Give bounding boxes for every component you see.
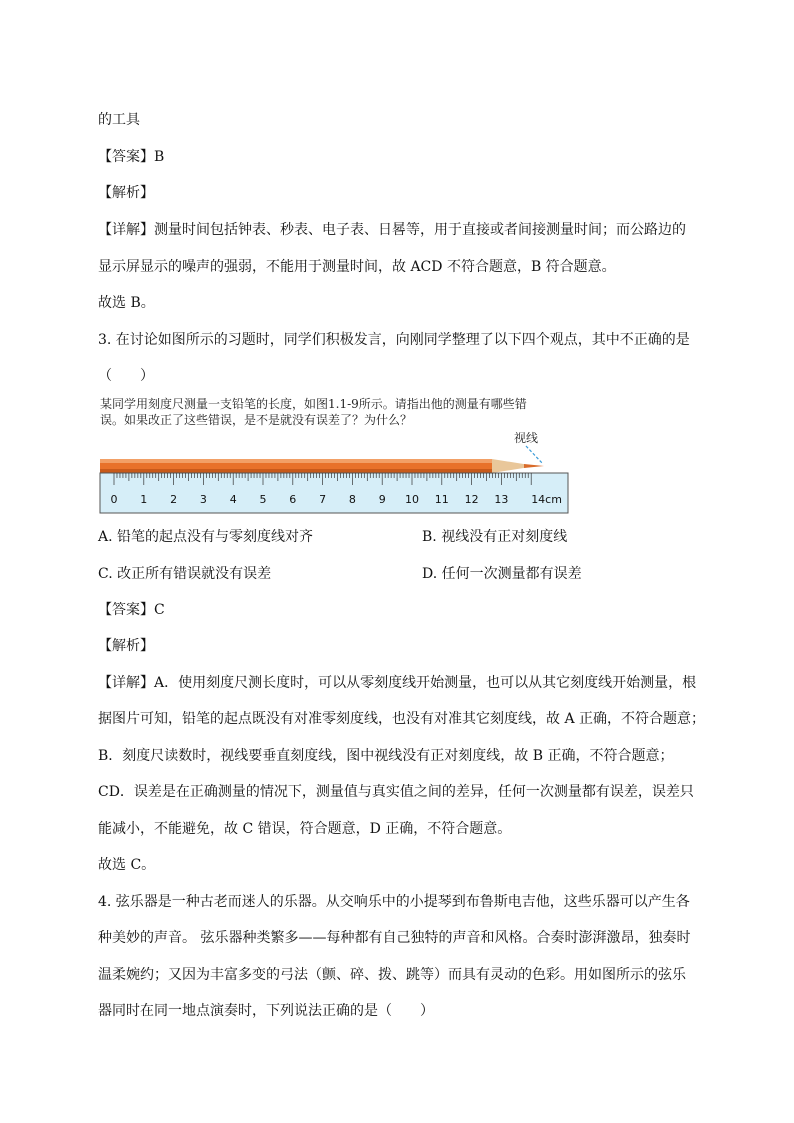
- ruler-tick-label: 7: [319, 493, 327, 506]
- text-line: 器同时在同一地点演奏时，下列说法正确的是（ ）: [98, 1003, 434, 1019]
- ruler-tick-label: 10: [405, 493, 419, 506]
- text-line: 【详解】测量时间包括钟表、秒表、电子表、日晷等，用于直接或者间接测量时间；而公路边的: [98, 222, 686, 238]
- option-c: C. 改正所有错误就没有误差: [98, 566, 272, 582]
- ruler-tick-label: 13: [494, 493, 509, 506]
- text-line: CD．误差是在正确测量的情况下，测量值与真实值之间的差异，任何一次测量都有误差，误差只: [98, 784, 694, 800]
- answer-blank: （ ）: [98, 368, 154, 384]
- ruler-tick-label: 9: [378, 493, 386, 506]
- ruler-tick-label: 11: [434, 493, 449, 506]
- ruler-tick-label: 12: [464, 493, 479, 506]
- ruler-tick-label: 1: [140, 493, 148, 506]
- ruler-tick-label: 14cm: [531, 493, 562, 506]
- text-line: 的工具: [98, 112, 140, 128]
- text-line: B．刻度尺读数时，视线要垂直刻度线，图中视线没有正对刻度线，故 B 正确，不符合题意；: [98, 748, 674, 764]
- text-line: 【详解】A．使用刻度尺测长度时，可以从零刻度线开始测量，也可以从其它刻度线开始测量，根: [98, 675, 697, 691]
- analysis-label: 【解析】: [98, 185, 154, 201]
- ruler-tick-label: 5: [259, 493, 267, 506]
- text-line: 能减小，不能避免，故 C 错误，符合题意，D 正确，不符合题意。: [98, 821, 512, 837]
- ruler-tick-label: 6: [289, 493, 297, 506]
- option-b: B. 视线没有正对刻度线: [422, 529, 568, 545]
- answer-label: 【答案】C: [98, 602, 165, 618]
- ruler-pencil-figure: [96, 425, 576, 517]
- option-d: D. 任何一次测量都有误差: [422, 566, 582, 582]
- ruler-tick-label: 8: [348, 493, 356, 506]
- text-line: 温柔婉约；又因为丰富多变的弓法（颤、碎、拨、跳等）而具有灵动的色彩。用如图所示的弦乐: [98, 967, 686, 983]
- analysis-label: 【解析】: [98, 638, 154, 654]
- text-line: 据图片可知，铅笔的起点既没有对准零刻度线，也没有对准其它刻度线，故 A 正确，不符合题意；: [98, 711, 706, 727]
- question-4: 4. 弦乐器是一种古老而迷人的乐器。从交响乐中的小提琴到布鲁斯电吉他，这些乐器可以产生各: [98, 894, 690, 910]
- sight-line: [526, 446, 543, 464]
- text-line: 种美妙的声音。 弦乐器种类繁多——每种都有自己独特的声音和风格。合奏时澎湃激昂，独奏时: [98, 930, 691, 946]
- figure-caption: 某同学用刻度尺测量一支铅笔的长度，如图1.1-9所示。请指出他的测量有哪些错: [100, 397, 527, 411]
- text-line: 显示屏显示的噪声的强弱，不能用于测量时间，故 ACD 不符合题意，B 符合题意。: [98, 259, 616, 275]
- ruler-tick-label: 4: [229, 493, 237, 506]
- ruler-tick-label: 3: [199, 493, 207, 506]
- answer-label: 【答案】B: [98, 149, 165, 165]
- sight-line-label: 视线: [514, 431, 539, 445]
- option-a: A. 铅笔的起点没有与零刻度线对齐: [98, 529, 314, 545]
- ruler-tick-label: 2: [170, 493, 178, 506]
- text-line: 故选 B。: [98, 295, 155, 311]
- ruler-tick-label: 0: [110, 493, 118, 506]
- question-3: 3. 在讨论如图所示的习题时，同学们积极发言，向刚同学整理了以下四个观点，其中不正确的是: [98, 332, 690, 348]
- figure-caption: 误。如果改正了这些错误，是不是就没有误差了？为什么？: [100, 413, 413, 427]
- text-line: 故选 C。: [98, 857, 156, 873]
